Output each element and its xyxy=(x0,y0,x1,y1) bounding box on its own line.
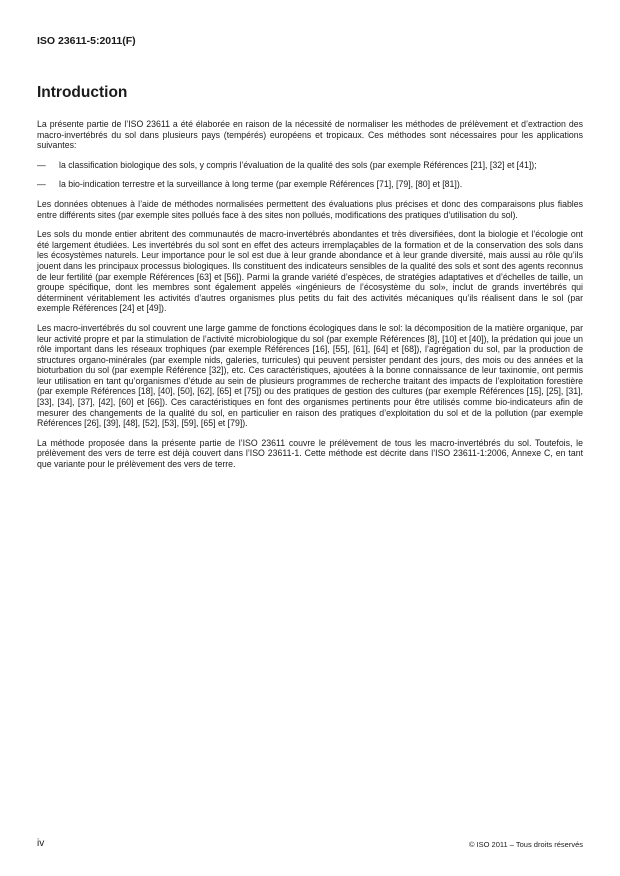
paragraph-soil-communities: Les sols du monde entier abritent des communautés de macro-invertébrés abondantes et très diversifiées, dont la biologie et l’écologie ont été largement étudiées. Les invertébrés du sol sont en effet des acteurs irremplaçables de la formation et de la conservation des sols dans les écosystèmes naturels. Leur importance pour le sol est due à leur grande abondance et à leur grande diversité, mais aussi au rôle qu’ils jouent dans les principaux processus biologiques. Ils constituent des indicateurs sensibles de la qualité des sols et sont des agents reconnus de leur fertilité (par exemple Références [63] et [56]). Parmi la grande variété d’espèces, de stratégies adaptatives et d’échelles de taille, un groupe spécifique, dont les membres sont également appelés «ingénieurs de l’écosystème du sol», inclut de grands invertébrés qui déterminent véritablement les activités d’autres organismes plus petits du fait des activités mécaniques qu’ils réalisent dans le sol (par exemple Références [24] et [49]). xyxy=(37,229,583,314)
section-body xyxy=(37,119,583,479)
document-identifier: ISO 23611-5:2011(F) xyxy=(37,35,136,47)
list-item xyxy=(37,160,583,171)
copyright-notice: © ISO 2011 – Tous droits réservés xyxy=(468,840,583,849)
section-title: Introduction xyxy=(37,84,128,101)
list-dash: — xyxy=(37,179,46,190)
page-number: iv xyxy=(37,838,45,849)
list-dash: — xyxy=(37,159,46,170)
paragraph-ecological-functions: Les macro-invertébrés du sol couvrent une large gamme de fonctions écologiques dans le sol: la décomposition de la matière organique, par leur activité propre et par la stimulation de l’activité microbiologique du sol (par exemple Références [8], [10] et [40]), la prédation qui joue un rôle important dans les réseaux trophiques (par exemple Références [16], [55], [61], [64] et [68]), l’agrégation du sol, par la production de structures organo-minérales (par exemple nids, galeries, turricules) qui peuvent persister pendant des jours, des mois ou des années et la bioturbation du sol (par exemple Référence [32]), etc. Ces caractéristiques, ajoutées à la bonne connaissance de leur taxinomie, ont permis leur utilisation en tant qu’organismes d’étude au sein de plusieurs programmes de recherche traitant des impacts de l’exploitation forestière (par exemple Références [18], [40], [50], [62], [65] et [75]) ou des pratiques de gestion des cultures (par exemple Références [15], [25], [31], [33], [34], [37], [42], [60] et [66]). Ces caractéristiques en font des organismes pertinents pour être utilisés comme bio-indicateurs afin de mesurer des changements de la qualité du sol, en particulier en raison des pratiques d’exploitation du sol et de la pollution (par exemple Références [26], [39], [48], [52], [53], [59], [65] et [79]). xyxy=(37,322,583,429)
paragraph-method-scope: La méthode proposée dans la présente partie de l’ISO 23611 couvre le prélèvement de tous les macro-invertébrés du sol. Toutefois, le prélèvement des vers de terre est déjà couvert dans l’ISO 23611-1. Cette méthode est décrite dans l’ISO 23611-1:2006, Annexe C, en tant que variante pour le prélèvement des vers de terre. xyxy=(37,437,583,470)
list-item-text: la classification biologique des sols, y compris l’évaluation de la qualité des sols (par exemple Références [21], [32] et [41]); xyxy=(59,159,537,170)
paragraph-standardized-data: Les données obtenues à l’aide de méthodes normalisées permettent des évaluations plus précises et donc des comparaisons plus fiables entre différents sites (par exemple sites pollués face à des sites non pollués, modifications des pratiques d’utilisation du sol). xyxy=(37,198,583,220)
list-item-text: la bio-indication terrestre et la surveillance à long terme (par exemple Références [71], [79], [80] et [81]). xyxy=(59,179,463,190)
intro-paragraph: La présente partie de l’ISO 23611 a été élaborée en raison de la nécessité de normaliser les méthodes de prélèvement et d’extraction des macro-invertébrés du sol dans plusieurs pays (tempérés) européens et tropicaux. Ces méthodes sont nécessaires pour les applications suivantes: xyxy=(37,119,583,151)
list-item xyxy=(37,179,583,190)
